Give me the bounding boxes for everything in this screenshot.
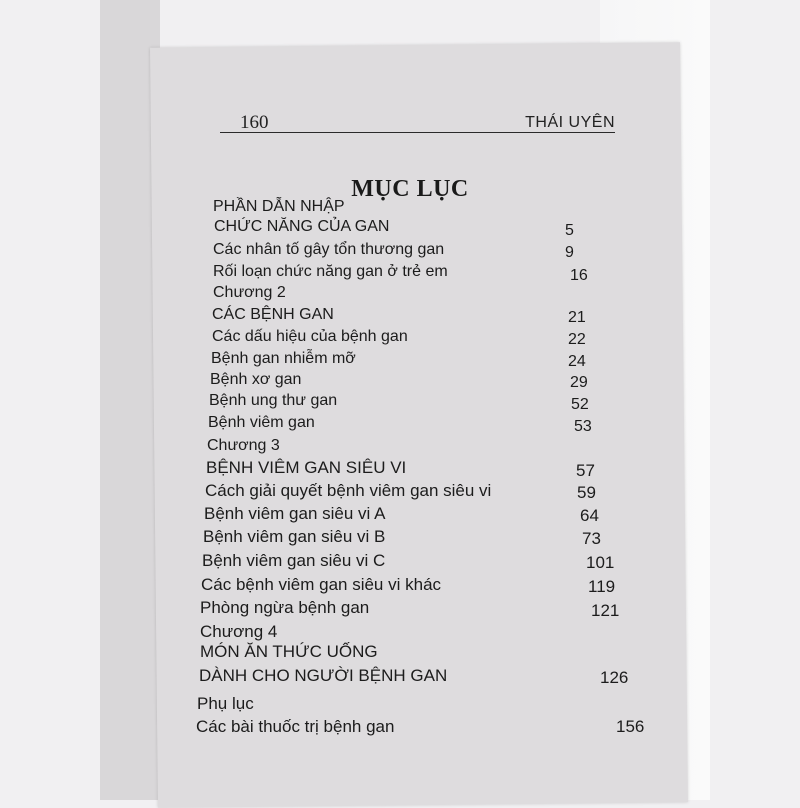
toc-page-number: 29 bbox=[570, 374, 588, 391]
toc-page-number: 57 bbox=[576, 461, 595, 480]
toc-entry: Phụ lục bbox=[197, 694, 254, 713]
header-author: THÁI UYÊN bbox=[525, 114, 615, 131]
running-header bbox=[220, 108, 615, 133]
toc-page-number: 59 bbox=[577, 483, 596, 502]
toc-entry: Bệnh gan nhiễm mỡ bbox=[211, 350, 356, 367]
toc-page-number: 21 bbox=[568, 309, 586, 326]
toc-entry: Các nhân tố gây tổn thương gan bbox=[213, 241, 445, 258]
toc-entry: Bệnh ung thư gan bbox=[209, 392, 338, 409]
toc-page-number: 156 bbox=[616, 717, 645, 736]
toc-page-number: 101 bbox=[586, 553, 615, 572]
toc-entry: Cách giải quyết bệnh viêm gan siêu vi bbox=[205, 481, 492, 500]
toc-page-number: 121 bbox=[591, 601, 620, 620]
toc-entry: Bệnh viêm gan siêu vi B bbox=[203, 527, 386, 546]
toc-page-number: 9 bbox=[565, 244, 574, 261]
toc-page-number: 64 bbox=[580, 506, 599, 525]
toc-entry: Rối loạn chức năng gan ở trẻ em bbox=[213, 263, 448, 280]
page-number: 160 bbox=[240, 112, 269, 133]
toc-entry: Chương 4 bbox=[200, 622, 278, 641]
toc-entry: Bệnh viêm gan siêu vi A bbox=[204, 504, 386, 523]
toc-page-number: 119 bbox=[588, 577, 616, 596]
toc-entry: Chương 3 bbox=[207, 437, 280, 454]
toc-entry: BỆNH VIÊM GAN SIÊU VI bbox=[206, 458, 407, 477]
toc-title: MỤC LỤC bbox=[351, 176, 469, 202]
toc-entry: CHỨC NĂNG CỦA GAN bbox=[214, 218, 390, 235]
toc-page-number: 126 bbox=[600, 668, 629, 687]
toc-page-number: 73 bbox=[582, 529, 601, 548]
toc-page-number: 53 bbox=[574, 418, 592, 435]
toc-entry: Phòng ngừa bệnh gan bbox=[200, 598, 370, 617]
toc-entry: Các bài thuốc trị bệnh gan bbox=[196, 717, 395, 736]
toc-entry: DÀNH CHO NGƯỜI BỆNH GAN bbox=[199, 666, 448, 685]
toc-entry: Các dấu hiệu của bệnh gan bbox=[212, 328, 408, 345]
toc-page-number: 22 bbox=[568, 331, 586, 348]
toc-page-number: 24 bbox=[568, 353, 586, 370]
toc-entry: Bệnh viêm gan bbox=[208, 414, 315, 431]
toc-entry: CÁC BỆNH GAN bbox=[212, 306, 334, 323]
toc-entry: Chương 2 bbox=[213, 284, 286, 301]
toc-entry: Các bệnh viêm gan siêu vi khác bbox=[201, 575, 442, 594]
toc-entry: MÓN ĂN THỨC UỐNG bbox=[200, 642, 378, 661]
toc-entry: Bệnh viêm gan siêu vi C bbox=[202, 551, 386, 570]
toc-entry: Bệnh xơ gan bbox=[210, 371, 302, 388]
toc-page-number: 52 bbox=[571, 396, 589, 413]
toc-page-number: 5 bbox=[565, 222, 574, 239]
toc-entry: PHẦN DẪN NHẬP bbox=[213, 198, 345, 215]
toc-page-number: 16 bbox=[570, 267, 588, 284]
